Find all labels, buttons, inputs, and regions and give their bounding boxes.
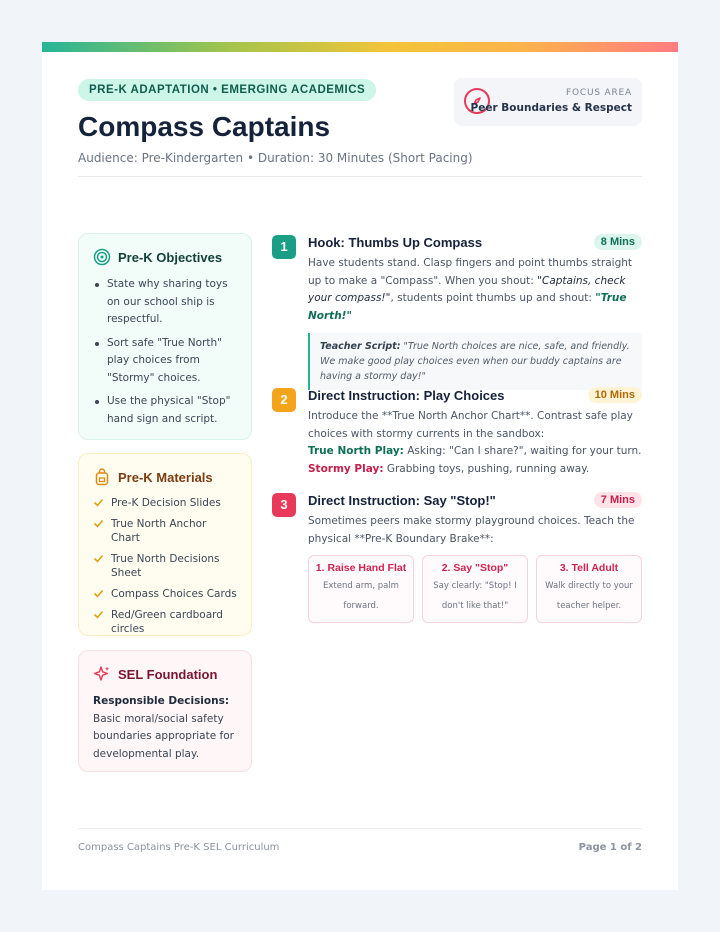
- objectives-list: [93, 276, 237, 428]
- page-number: Page 1 of 2: [578, 842, 642, 853]
- objectives-card: [78, 233, 252, 440]
- check-icon: [93, 518, 104, 529]
- page-meta: Audience: Pre-Kindergarten • Duration: 30 Minutes (Short Pacing): [78, 151, 473, 165]
- header-divider: [78, 176, 642, 177]
- bad-play-line: Stormy Play: Grabbing toys, pushing, running away.: [308, 462, 590, 475]
- top-gradient-bar: [42, 42, 678, 52]
- check-icon: [93, 588, 104, 599]
- brake-step-box: 2. Say "Stop" Say clearly: "Stop! I don't like that!": [422, 555, 528, 623]
- check-icon: [93, 609, 104, 620]
- list-item: Sort safe "True North" play choices from "Stormy" choices.: [93, 335, 237, 388]
- check-icon: [93, 497, 104, 508]
- boundary-brake-steps: [308, 555, 642, 623]
- focus-area-label: FOCUS AREA: [566, 88, 632, 98]
- duration-badge: 10 Mins: [588, 387, 642, 403]
- sel-label: Responsible Decisions:: [93, 695, 230, 707]
- step-number: 3: [272, 493, 296, 517]
- page: [42, 42, 678, 890]
- good-play-line: True North Play: Asking: "Can I share?", waiting for your turn.: [308, 445, 642, 457]
- brake-step-box: 3. Tell Adult Walk directly to your teacher helper.: [536, 555, 642, 623]
- list-item: Red/Green cardboard circles: [93, 608, 237, 636]
- header: [78, 78, 642, 165]
- objectives-title: Pre-K Objectives: [118, 249, 223, 265]
- list-item: Use the physical "Stop" hand sign and script.: [93, 393, 237, 428]
- step-3: [272, 493, 642, 625]
- step-body: Have students stand. Clasp fingers and point thumbs straight up to make a "Compass". When you shout: "Captains, check your compass!", students point thumbs up and shout: "True North!" Teacher Script: "True North choices are nice, safe, and friendly. We make good play choices even when our buddy captains are having a stormy day!": [308, 255, 642, 390]
- sel-title: SEL Foundation: [118, 666, 218, 682]
- materials-title: Pre-K Materials: [118, 469, 213, 485]
- step-number: 2: [272, 388, 296, 412]
- sparkle-icon: [93, 665, 111, 683]
- list-item: Compass Choices Cards: [93, 587, 237, 601]
- step-number: 1: [272, 235, 296, 259]
- teacher-script: Teacher Script: "True North choices are nice, safe, and friendly. We make good play choices even when our buddy captains are having a stormy day!": [308, 333, 642, 390]
- eyebrow-badge: PRE-K ADAPTATION • EMERGING ACADEMICS: [78, 79, 376, 101]
- footer-title: Compass Captains Pre-K SEL Curriculum: [78, 842, 280, 853]
- footer-divider: [78, 828, 642, 829]
- step-title: Direct Instruction: Play Choices: [308, 388, 505, 403]
- sel-text: Responsible Decisions: Basic moral/social safety boundaries appropriate for developmental play.: [93, 695, 234, 760]
- list-item: State why sharing toys on our school ship is respectful.: [93, 276, 237, 329]
- step-body: Sometimes peers make stormy playground choices. Teach the physical **Pre-K Boundary Brake**:: [308, 515, 635, 545]
- list-item: True North Decisions Sheet: [93, 552, 237, 580]
- brake-step-box: 1. Raise Hand Flat Extend arm, palm forward.: [308, 555, 414, 623]
- target-icon: [93, 248, 111, 266]
- step-2: [272, 388, 642, 478]
- list-item: Pre-K Decision Slides: [93, 496, 237, 510]
- sel-card: [78, 650, 252, 772]
- duration-badge: 8 Mins: [594, 234, 642, 250]
- duration-badge: 7 Mins: [594, 492, 642, 508]
- step-body: Introduce the **True North Anchor Chart**. Contrast safe play choices with stormy currents in the sandbox: True North Play: Asking: "Can I share?", waiting for your turn. Stormy Play: Grabbing toys, pushing, running away.: [308, 408, 642, 478]
- step-title: Hook: Thumbs Up Compass: [308, 235, 483, 250]
- list-item: True North Anchor Chart: [93, 517, 237, 545]
- page-title: Compass Captains: [78, 111, 331, 142]
- step-1: [272, 235, 642, 382]
- materials-card: [78, 453, 252, 636]
- check-icon: [93, 553, 104, 564]
- backpack-icon: [93, 468, 111, 486]
- focus-area-value: Peer Boundaries & Respect: [470, 102, 632, 114]
- step-title: Direct Instruction: Say "Stop!": [308, 493, 496, 508]
- focus-area-card: [454, 78, 642, 126]
